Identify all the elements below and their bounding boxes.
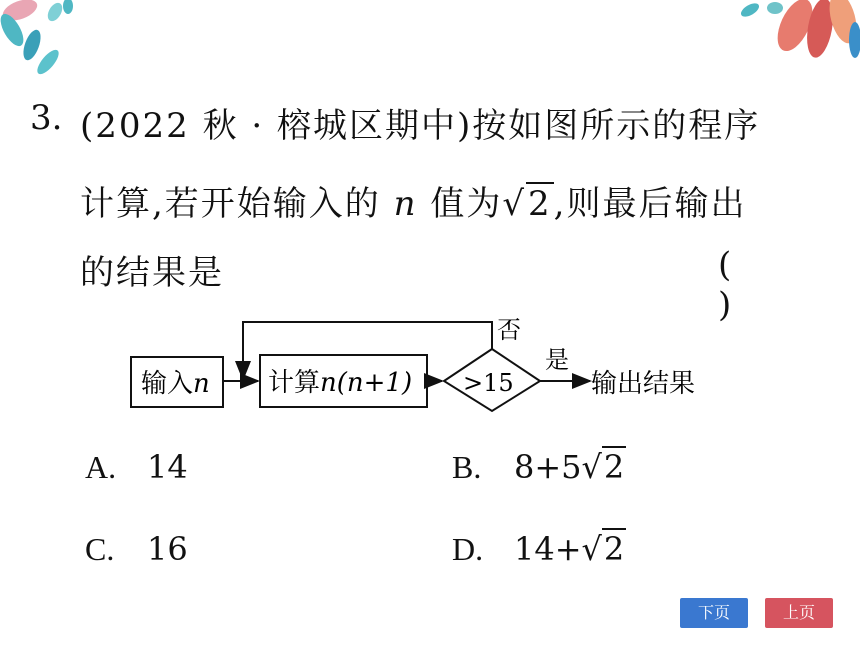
option-b-prefix: 8+5 (514, 448, 582, 486)
input-label: 输入n (141, 369, 210, 399)
question-line-1: (2022 秋 · 榕城区期中)按如图所示的程序 (80, 106, 761, 146)
question-line-2-end: ,则最后输出 (553, 184, 747, 224)
question-number: 3. (30, 98, 63, 138)
variable-n: n (393, 184, 418, 224)
question-line-2-mid: 值为 (430, 184, 503, 224)
option-d-label: D. (452, 531, 484, 567)
answer-parentheses: ( ) (718, 245, 772, 325)
yes-label: 是 (545, 346, 569, 374)
option-b-sqrt: √2 (581, 448, 625, 486)
top-right-leaf-decoration (735, 0, 860, 75)
question-line-2 (80, 176, 746, 225)
top-left-leaf-decoration (0, 0, 80, 85)
sqrt-two: √2 (502, 184, 552, 224)
option-c-value: 16 (147, 530, 188, 568)
option-a-value: 14 (147, 448, 188, 486)
no-label: 否 (497, 316, 521, 344)
option-d-prefix: 14+ (514, 530, 582, 568)
option-c-label: C. (85, 531, 115, 567)
option-d-sqrt: √2 (581, 530, 625, 568)
output-label: 输出结果 (591, 369, 696, 399)
option-b[interactable] (452, 448, 626, 486)
option-a[interactable] (85, 448, 188, 486)
question-line-3: 的结果是 (80, 253, 224, 293)
next-page-button[interactable]: 下页 (680, 598, 748, 628)
question-line-2-start: 计算,若开始输入的 (80, 184, 381, 224)
previous-page-button[interactable]: 上页 (765, 598, 833, 628)
option-c[interactable] (85, 530, 188, 568)
sqrt-radicand: 2 (528, 184, 552, 224)
decision-label: >15 (463, 369, 514, 397)
option-d[interactable] (452, 530, 626, 568)
program-flowchart (125, 312, 725, 417)
option-b-radicand: 2 (603, 448, 625, 486)
option-d-radicand: 2 (603, 530, 625, 568)
option-a-label: A. (85, 449, 117, 485)
option-b-label: B. (452, 449, 482, 485)
compute-label: 计算n(n+1) (268, 368, 413, 398)
